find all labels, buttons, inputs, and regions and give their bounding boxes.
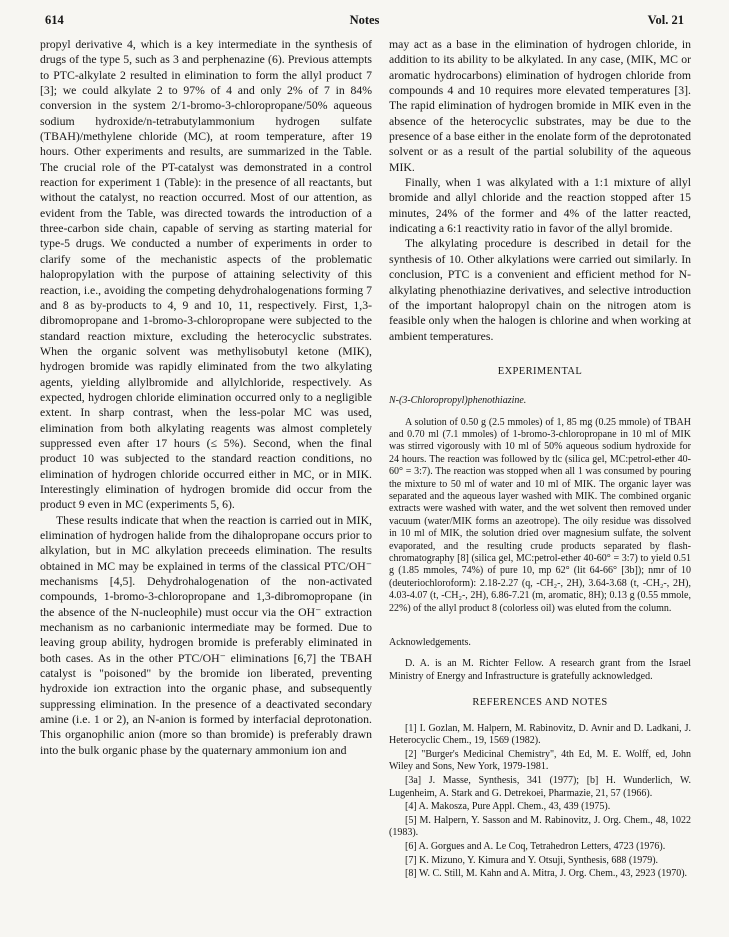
body-paragraph: propyl derivative 4, which is a key intermediate in the synthesis of drugs of the type 5, such as 3 and perphenazine (6). Previous attempts to PTC-alkylate 2 resulted in elimination to form the allyl product 7 [3]; we could alkylate 2 to 97% of 4 and only 2% of 7 in 84% conversion in the system 2/1-bromo-3-chloropropane/50% aqueous sodium hydroxide/n-tetrabutylammonium hydrogen sulfate (TBAH)/methylene chloride (MC), at room temperature, after 19 hours. Other experiments and results, are summarized in the Table. The crucial role of the PT-catalyst was demonstrated in a control reaction for experiment 1 (Table): in the presence of all reactants, but without the catalyst, no reaction occurred. Most of our attention, as evident from the Table, was directed towards the introduction of a three-carbon side chain, capable of serving as starting material for type-5 drugs. We conducted a number of experiments in order to clarify some of the mechanistic aspects of the problematic halopropylation with the purpose of attaining selectivity of this reaction, i.e., avoiding the competing dehydrohalogenations forming 7 and 8 as by-products to 4, 9 and 10, 11, respectively. First, 1,3-dibromopropane and 1-bromo-3-chloropropane were subjected to the standard reaction mixture, excluding the heterocyclic substrates. When the organic solvent was methylisobutyl ketone (MIK), hydrogen bromide was rapidly eliminated from the two alkylating agents, yielding allylbromide and allylchloride, respectively. As expected, hydrogen chloride elimination occurred only to a negligible extent. In sharp contrast, when the less-polar MC was used, elimination from both alkylating reagents was almost completely suppressed even after 17 hours (≤ 5%). Second, when the final product 10 was subjected to the standard reaction conditions, no elimination of hydrogen chloride occurred either in MC, or in MIK. Interestingly elimination of hydrogen bromide did occur from the product 9 even in MC (experiments 5, 6). — [40, 38, 372, 512]
acknowledgements-heading: Acknowledgements. — [389, 637, 471, 649]
reference-item: [2] "Burger's Medicinal Chemistry", 4th Ed, M. E. Wolff, ed, John Wiley and Sons, New York, 1979-1981. — [389, 748, 691, 773]
running-header — [45, 13, 684, 29]
reference-item: [4] A. Makosza, Pure Appl. Chem., 43, 439 (1975). — [405, 801, 611, 813]
left-column — [40, 37, 372, 758]
section-name: Notes — [349, 13, 380, 27]
right-column — [389, 37, 691, 882]
experimental-heading: EXPERIMENTAL — [497, 365, 583, 377]
reference-list — [389, 723, 691, 881]
reference-item: [8] W. C. Still, M. Kahn and A. Mitra, J. Org. Chem., 43, 2923 (1970). — [405, 868, 688, 880]
volume-label: Vol. 21 — [647, 13, 684, 27]
reference-item: [3a] J. Masse, Synthesis, 341 (1977); [b] H. Wunderlich, W. Lugenheim, A. Stark and G. Detrekoei, Pharmazie, 21, 57 (1966). — [389, 774, 691, 799]
compound-heading: N-(3-Chloropropyl)phenothiazine. — [389, 395, 527, 407]
body-paragraph: may act as a base in the elimination of hydrogen chloride, in addition to its ability to be alkylated. In any case, (MIK, MC or aromatic hydrocarbons) elimination of hydrogen chloride from compounds 4 and 10 requires more elevated temperatures [3]. The rapid elimination of hydrogen bromide in MIK even in the absence of the heterocyclic substrates, may be due to the presence of a base either in the enolate form of the deprotonated solvent or as a result of the partial solubility of the aqueous MIK. — [389, 38, 691, 174]
acknowledgements-text: D. A. is an M. Richter Fellow. A research grant from the Israel Ministry of Energy and Infrastructure is gratefully acknowledged. — [389, 658, 691, 682]
body-paragraph: These results indicate that when the reaction is carried out in MIK, elimination of hydrogen halide from the dihalopropane occurs prior to alkylation, but in MC alkylation preceeds elimination. The results obtained in MC may be explained in terms of the classical PTC/OH⁻ mechanisms [4,5]. Dehydrohalogenation of the non-activated compounds, 1-bromo-3-chloropropane and 1,3-dibromopropane (in the absence of the N-nucleophile) must occur via the OH⁻ extraction mechanism as no carbanionic intermediate may be formed. Due to leaving group ability, hydrogen bromide is preferably eliminated in both cases. As in the other PTC/OH⁻ eliminations [6,7] the TBAH catalyst is "poisoned" by the bromide ion liberated, preventing hydroxide ion extraction into the organic phase, and subsequently suppressing elimination. In the presence of a deactivated secondary amine (i.e. 1 or 2), an N-anion is formed by interfacial deprotonation. This organophilic anion (more so than bromide) is preferably drawn into the bulk organic phase by the quaternary ammonium ion and — [40, 513, 372, 757]
reference-item: [1] I. Gozlan, M. Halpern, M. Rabinovitz, D. Avnir and D. Ladkani, J. Heterocyclic Chem., 19, 1569 (1982). — [389, 722, 691, 747]
reference-item: [7] K. Mizuno, Y. Kimura and Y. Otsuji, Synthesis, 688 (1979). — [405, 854, 659, 866]
reference-item: [6] A. Gorgues and A. Le Coq, Tetrahedron Letters, 4723 (1976). — [405, 840, 666, 852]
references-heading: REFERENCES AND NOTES — [472, 697, 608, 709]
body-paragraph: The alkylating procedure is described in detail for the synthesis of 10. Other alkylations were carried out similarly. In conclusion, PTC is a convenient and efficient method for N-alkylating phenothiazine derivatives, and selective introduction of the important halopropyl chain on the nitrogen atom is feasible only when the halogen is chlorine and when working at ambient temperatures. — [389, 237, 691, 343]
experimental-text: A solution of 0.50 g (2.5 mmoles) of 1, 85 mg (0.25 mmole) of TBAH and 0.70 ml (7.1 mmoles) of 1-bromo-3-chloropropane in 10 ml of MIK was stirred vigorously with 10 ml of 50% aqueous sodium hydroxide for 24 hours. The reaction was followed by tlc (silica gel, MC:petrol-ether 40-60° = 3:7). The reaction was stopped when all 1 was consumed by pouring the mixture to 50 ml of water and 10 ml of MIK. The organic layer was separated and the aqueous layer washed with MIK. The combined organic extracts were washed with water, and the wet solvent then removed under vacuum (water/MIK forms an azeotrope). The oily residue was dissolved in 10 ml of MIK, the solution dried over magnesium sulfate, the solvent evaporated, and the resulting crude products separated by flash-chromatography [8] (silica gel, MC:petrol-ether 40-60° = 3:7) to yield 0.51 g (1.85 mmoles, 74%) of pure 10, mp 62° (lit 64-66° [3b]); nmr of 10 (deuteriochloroform): 2.18-2.27 (q, -CH₂-, 2H), 3.64-3.68 (t, -CH₂-, 2H), 4.03-4.07 (t, -CH₂-, 2H), 6.86-7.21 (m, aromatic, 8H); 0.13 g (0.55 mmole, 22%) of the allyl product 8 (colorless oil) was eluted from the column. — [389, 416, 691, 614]
reference-item: [5] M. Halpern, Y. Sasson and M. Rabinovitz, J. Org. Chem., 48, 1022 (1983). — [389, 814, 691, 839]
page-number: 614 — [45, 13, 64, 27]
body-paragraph: Finally, when 1 was alkylated with a 1:1 mixture of allyl bromide and allyl chloride and the reaction stopped after 15 minutes, 24% of the former and 4% of the latter reacted, indicating a 6:1 reactivity ratio in favor of the allyl bromide. — [389, 176, 691, 236]
